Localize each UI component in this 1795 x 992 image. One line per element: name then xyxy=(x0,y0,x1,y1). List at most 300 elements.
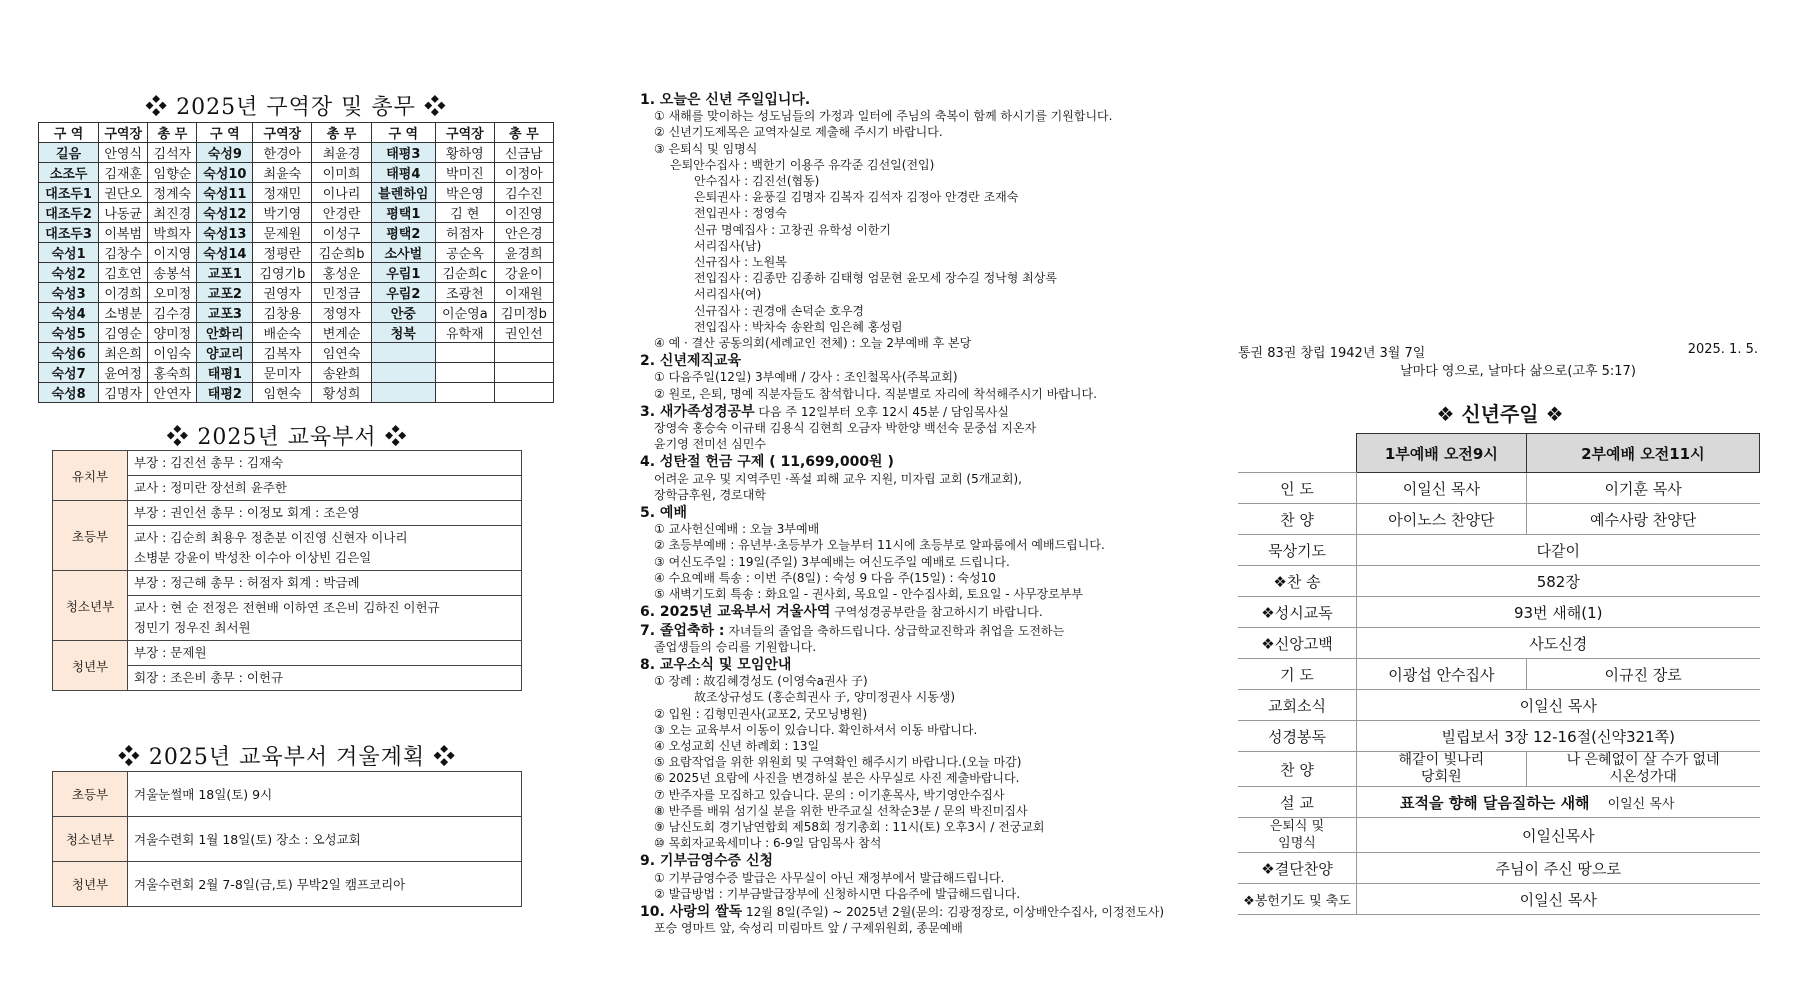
district-name-cell: 숙성2 xyxy=(39,263,99,283)
district-row xyxy=(39,183,554,203)
district-person-cell: 정영자 xyxy=(312,303,371,323)
district-header-cell: 구역장 xyxy=(99,123,148,143)
district-name-cell: 숙성12 xyxy=(197,203,253,223)
district-name-cell: 태평1 xyxy=(197,363,253,383)
volume-info: 통권 83권 창립 1942년 3월 7일 xyxy=(1238,346,1426,361)
district-person-cell: 이정아 xyxy=(494,163,553,183)
district-person-cell: 황성희 xyxy=(312,383,371,403)
edu-line: 부장 : 권인선 총무 : 이정모 회계 : 조은영 xyxy=(134,505,360,520)
notice-line: 장학금후원, 경로대학 xyxy=(654,487,766,502)
district-person-cell: 민정금 xyxy=(312,283,371,303)
notice-line: ① 다음주일(12일) 3부예배 / 강사 : 조인철목사(주복교회) xyxy=(654,370,958,385)
worship-role: 은퇴식 및 임명식 xyxy=(1238,818,1357,853)
district-person-cell: 임향순 xyxy=(148,163,197,183)
notice-heading xyxy=(640,92,1180,108)
district-person-cell xyxy=(435,343,494,363)
district-name-cell: 태평4 xyxy=(371,163,435,183)
district-person-cell: 이경희 xyxy=(99,283,148,303)
worship-row xyxy=(1238,721,1760,752)
worship-role: 인 도 xyxy=(1238,473,1357,504)
district-header-cell: 구 역 xyxy=(197,123,253,143)
notice-heading xyxy=(640,454,1180,470)
notice-line: ③ 오는 교육부서 이동이 있습니다. 확인하셔서 이동 바랍니다. xyxy=(654,722,978,737)
district-person-cell: 김순희c xyxy=(435,263,494,283)
winter-row xyxy=(53,817,522,862)
notice-heading-text: 7. 졸업축하 : xyxy=(640,622,725,639)
district-person-cell: 김 현 xyxy=(435,203,494,223)
edu-table xyxy=(52,450,522,691)
worship-value: 사도신경 xyxy=(1357,628,1760,659)
notice-heading xyxy=(640,404,1180,420)
edu-row xyxy=(53,451,522,476)
district-name-cell: 소사벌 xyxy=(371,243,435,263)
district-person-cell: 양미정 xyxy=(148,323,197,343)
notice-line: ⑤ 요람작업을 위한 위원회 및 구역확인 해주시기 바랍니다.(오늘 마감) xyxy=(654,755,1022,770)
district-person-cell xyxy=(435,363,494,383)
district-row xyxy=(39,343,554,363)
notice-line: ④ 예 · 결산 공동의회(세례교인 전체) : 오늘 2부예배 후 본당 xyxy=(654,336,972,351)
district-name-cell: 숙성4 xyxy=(39,303,99,323)
district-name-cell: 숙성5 xyxy=(39,323,99,343)
district-person-cell: 변계순 xyxy=(312,323,371,343)
district-header-cell: 총 무 xyxy=(148,123,197,143)
district-person-cell: 나동균 xyxy=(99,203,148,223)
worship-role: ❖찬 송 xyxy=(1238,566,1357,597)
district-person-cell: 윤여정 xyxy=(99,363,148,383)
worship-value: 582장 xyxy=(1357,566,1760,597)
district-person-cell: 조광천 xyxy=(435,283,494,303)
district-person-cell: 이진영 xyxy=(494,203,553,223)
district-person-cell: 박은영 xyxy=(435,183,494,203)
district-header-cell: 구 역 xyxy=(39,123,99,143)
district-person-cell: 이나리 xyxy=(312,183,371,203)
district-name-cell: 청북 xyxy=(371,323,435,343)
district-row xyxy=(39,163,554,183)
notices xyxy=(640,90,1180,936)
district-person-cell: 강윤이 xyxy=(494,263,553,283)
worship-role: 찬 양 xyxy=(1238,504,1357,535)
worship-role: 묵상기도 xyxy=(1238,535,1357,566)
district-person-cell: 송완희 xyxy=(312,363,371,383)
district-person-cell: 공순옥 xyxy=(435,243,494,263)
district-row xyxy=(39,303,554,323)
bulletin-header xyxy=(1238,342,1758,379)
district-name-cell: 평택2 xyxy=(371,223,435,243)
district-name-cell: 대조두3 xyxy=(39,223,99,243)
notice-line: ④ 수요예배 특송 : 이번 주(8일) : 숙성 9 다음 주(15일) : 숙성10 xyxy=(654,570,996,585)
edu-line: 교사 : 김순희 최용우 정춘분 이진영 신현자 이나리 xyxy=(134,530,408,545)
district-name-cell: 숙성3 xyxy=(39,283,99,303)
district-person-cell: 김영기b xyxy=(253,263,312,283)
district-person-cell: 허점자 xyxy=(435,223,494,243)
worship-second-service: 이기훈 목사 xyxy=(1526,473,1759,504)
winter-plan-cell: 겨울수련회 2월 7-8일(금,토) 무박2일 캠프코리아 xyxy=(128,862,522,907)
notice-heading-text: 10. 사랑의 쌀독 xyxy=(640,903,743,920)
district-person-cell: 권영자 xyxy=(253,283,312,303)
edu-dept-cell: 청소년부 xyxy=(53,571,128,641)
edu-line: 교사 : 정미란 장선희 윤주한 xyxy=(134,480,287,495)
district-row xyxy=(39,363,554,383)
worship-row xyxy=(1238,690,1760,721)
district-person-cell: 김영순 xyxy=(99,323,148,343)
winter-plan-cell: 겨울수련회 1월 18일(토) 장소 : 오성교회 xyxy=(128,817,522,862)
edu-line-cell xyxy=(128,501,522,526)
worship-value: 주님이 주신 땅으로 xyxy=(1357,853,1760,884)
district-person-cell: 배순숙 xyxy=(253,323,312,343)
worship-role: 교회소식 xyxy=(1238,690,1357,721)
edu-row xyxy=(53,571,522,596)
notice-heading xyxy=(640,623,1180,639)
edu-line: 부장 : 정근해 총무 : 허점자 회계 : 박금례 xyxy=(134,575,360,590)
notice-heading xyxy=(640,353,1180,369)
district-name-cell: 우림2 xyxy=(371,283,435,303)
district-name-cell: 대조두1 xyxy=(39,183,99,203)
edu-line-cell xyxy=(128,526,522,571)
district-person-cell: 문제원 xyxy=(253,223,312,243)
district-person-cell: 이재원 xyxy=(494,283,553,303)
worship-row xyxy=(1238,884,1760,915)
winter-row xyxy=(53,862,522,907)
district-header-cell: 총 무 xyxy=(312,123,371,143)
district-name-cell: 숙성10 xyxy=(197,163,253,183)
notice-line: ① 장례 : 故김혜경성도 (이영숙a권사 子) xyxy=(654,674,868,689)
winter-plan-cell: 겨울눈썰매 18일(토) 9시 xyxy=(128,772,522,817)
preacher: 이일신 목사 xyxy=(1607,796,1675,812)
winter-dept-cell: 청년부 xyxy=(53,862,128,907)
notice-line: ⑩ 목회자교육세미나 : 6-9일 담임목사 참석 xyxy=(654,836,882,851)
district-person-cell: 신금남 xyxy=(494,143,553,163)
edu-row xyxy=(53,641,522,666)
worship-second-service: 예수사랑 찬양단 xyxy=(1526,504,1759,535)
worship-first-service: 이광섭 안수집사 xyxy=(1357,659,1527,690)
notice-heading xyxy=(640,904,1180,920)
district-title: ❖ 2025년 구역장 및 총무 ❖ xyxy=(145,95,447,120)
district-header-cell: 구역장 xyxy=(253,123,312,143)
worship-role: 찬 양 xyxy=(1238,752,1357,787)
worship-first-service: 아이노스 찬양단 xyxy=(1357,504,1527,535)
district-person-cell: 최윤숙 xyxy=(253,163,312,183)
worship-role: 기 도 xyxy=(1238,659,1357,690)
district-person-cell: 안은경 xyxy=(494,223,553,243)
notice-line: 어려운 교우 및 지역주민 ·폭설 피해 교우 지원, 미자립 교회 (5개교회), xyxy=(654,471,1022,486)
district-person-cell: 정평란 xyxy=(253,243,312,263)
district-name-cell xyxy=(371,383,435,403)
worship-row xyxy=(1238,659,1760,690)
notice-heading xyxy=(640,604,1180,620)
district-table xyxy=(38,122,554,403)
edu-title: ❖ 2025년 교육부서 ❖ xyxy=(166,425,408,450)
notice-line: ① 새해를 맞이하는 성도님들의 가정과 일터에 주님의 축복이 함께 하시기를 기원합니다. xyxy=(654,109,1113,124)
notice-line: 故조상규성도 (홍순희권사 子, 양미정권사 시동생) xyxy=(694,690,956,705)
district-name-cell: 대조두2 xyxy=(39,203,99,223)
worship-role: ❖신앙고백 xyxy=(1238,628,1357,659)
edu-line: 정민기 정우진 최서원 xyxy=(134,620,251,635)
district-person-cell: 최진경 xyxy=(148,203,197,223)
notice-heading-text: 6. 2025년 교육부서 겨울사역 xyxy=(640,604,831,621)
district-person-cell: 김순희b xyxy=(312,243,371,263)
worship-row xyxy=(1238,473,1760,504)
notice-line: ⑦ 반주자를 모집하고 있습니다. 문의 : 이기훈목사, 박기영안수집사 xyxy=(654,787,1005,802)
district-person-cell: 김수진 xyxy=(494,183,553,203)
worship-second-service: 이규진 장로 xyxy=(1526,659,1759,690)
district-person-cell: 박기영 xyxy=(253,203,312,223)
district-name-cell: 교포1 xyxy=(197,263,253,283)
district-row xyxy=(39,203,554,223)
district-name-cell xyxy=(371,363,435,383)
district-person-cell: 김복자 xyxy=(253,343,312,363)
district-person-cell: 이미희 xyxy=(312,163,371,183)
worship-row xyxy=(1238,566,1760,597)
district-name-cell: 길음 xyxy=(39,143,99,163)
district-person-cell: 안경란 xyxy=(312,203,371,223)
district-person-cell: 최윤경 xyxy=(312,143,371,163)
notice-line: ③ 여신도주일 : 19일(주일) 3부예배는 여신도주일 예배로 드립니다. xyxy=(654,554,1010,569)
notice-line: 전입집사 : 박차숙 송완희 임은혜 홍성림 xyxy=(694,319,903,334)
worship-value: 빌립보서 3장 12-16절(신약321쪽) xyxy=(1357,721,1760,752)
winter-dept-cell: 청소년부 xyxy=(53,817,128,862)
edu-dept-cell: 유치부 xyxy=(53,451,128,501)
district-person-cell: 안연자 xyxy=(148,383,197,403)
district-name-cell: 태평3 xyxy=(371,143,435,163)
notice-line: 졸업생들의 승리를 기원합니다. xyxy=(654,639,817,654)
district-name-cell: 숙성14 xyxy=(197,243,253,263)
district-person-cell: 안영식 xyxy=(99,143,148,163)
notice-line: 전입집사 : 김종만 김종하 김태형 엄문현 윤모세 장수길 정낙형 최상록 xyxy=(694,271,1057,286)
notice-heading-tail: 구역성경공부란을 참고하시기 바랍니다. xyxy=(830,605,1043,620)
notice-line: ② 신년기도제목은 교역자실로 제출해 주시기 바랍니다. xyxy=(654,125,943,140)
district-person-cell: 정계숙 xyxy=(148,183,197,203)
district-person-cell: 문미자 xyxy=(253,363,312,383)
worship-role: ❖봉헌기도 및 축도 xyxy=(1238,884,1357,915)
notice-heading-text: 2. 신년제직교육 xyxy=(640,353,742,370)
worship-role: ❖성시교독 xyxy=(1238,597,1357,628)
notice-line: 윤기영 전미선 심민수 xyxy=(654,437,766,452)
notice-line: ① 교사헌신예배 : 오늘 3부예배 xyxy=(654,522,820,537)
district-person-cell: 유학재 xyxy=(435,323,494,343)
notice-line: 서리집사(남) xyxy=(694,238,762,253)
notice-heading-text: 4. 성탄절 헌금 구제 ( 11,699,000원 ) xyxy=(640,454,894,471)
district-name-cell: 안화리 xyxy=(197,323,253,343)
notice-heading-text: 5. 예배 xyxy=(640,505,687,522)
district-person-cell: 김미정b xyxy=(494,303,553,323)
worship-value: 이일신 목사 xyxy=(1357,884,1760,915)
worship-row xyxy=(1238,504,1760,535)
district-name-cell: 숙성1 xyxy=(39,243,99,263)
district-person-cell: 홍숙희 xyxy=(148,363,197,383)
edu-line-cell xyxy=(128,451,522,476)
district-person-cell: 황하영 xyxy=(435,143,494,163)
district-name-cell: 숙성13 xyxy=(197,223,253,243)
worship-row xyxy=(1238,787,1760,818)
notice-heading-tail: 다음 주 12일부터 오후 12시 45분 / 담임목사실 xyxy=(754,404,1009,419)
worship-value: 이일신 목사 xyxy=(1357,690,1760,721)
district-name-cell: 교포3 xyxy=(197,303,253,323)
worship-first-service: 해같이 빛나리 당회원 xyxy=(1357,752,1527,787)
motto: 날마다 영으로, 날마다 삶으로(고후 5:17) xyxy=(1400,364,1636,379)
notice-line: ② 입원 : 김형민권사(교포2, 굿모닝병원) xyxy=(654,706,868,721)
district-name-cell: 안중 xyxy=(371,303,435,323)
district-person-cell: 박희자 xyxy=(148,223,197,243)
notice-line: ④ 오성교회 신년 하례회 : 13일 xyxy=(654,738,820,753)
district-person-cell: 송봉석 xyxy=(148,263,197,283)
worship-role: 설 교 xyxy=(1238,787,1357,818)
notice-heading xyxy=(640,505,1180,521)
district-row xyxy=(39,383,554,403)
notice-line: 안수집사 : 김진선(협동) xyxy=(694,174,820,189)
district-person-cell: 홍성운 xyxy=(312,263,371,283)
notice-heading-text: 1. 오늘은 신년 주일입니다. xyxy=(640,92,811,108)
district-name-cell: 숙성6 xyxy=(39,343,99,363)
district-name-cell: 양교리 xyxy=(197,343,253,363)
worship-row xyxy=(1238,818,1760,853)
worship-row xyxy=(1238,853,1760,884)
district-person-cell: 박미진 xyxy=(435,163,494,183)
notice-line: 은퇴권사 : 윤풍길 김명자 김복자 김석자 김정아 안경란 조재숙 xyxy=(694,190,1019,205)
district-person-cell: 한경아 xyxy=(253,143,312,163)
notice-line: ⑧ 반주를 배워 섬기실 분을 위한 반주교실 선착순3분 / 문의 박진미집사 xyxy=(654,803,1028,818)
worship-role: ❖결단찬양 xyxy=(1238,853,1357,884)
edu-dept-cell: 청년부 xyxy=(53,641,128,691)
district-name-cell: 블렌하임 xyxy=(371,183,435,203)
notice-line: ② 원로, 은퇴, 명예 직분자들도 참석합니다. 직분별로 자리에 착석해주시기 바랍니다. xyxy=(654,386,1097,401)
edu-line: 교사 : 현 순 전정은 전현배 이하연 조은비 김하진 이헌규 xyxy=(134,600,440,615)
notice-line: ⑨ 남신도회 경기남연합회 제58회 정기총회 : 11시(토) 오후3시 / 전궁교회 xyxy=(654,819,1045,834)
district-header-cell: 총 무 xyxy=(494,123,553,143)
worship-first-service: 이일신 목사 xyxy=(1357,473,1527,504)
bulletin-date: 2025. 1. 5. xyxy=(1687,342,1758,357)
worship-title: ❖ 신년주일 ❖ xyxy=(1436,402,1564,426)
sermon-cell xyxy=(1357,787,1760,818)
district-header-cell: 구 역 xyxy=(371,123,435,143)
district-person-cell: 정재민 xyxy=(253,183,312,203)
district-row xyxy=(39,243,554,263)
district-person-cell: 김명자 xyxy=(99,383,148,403)
district-name-cell: 숙성9 xyxy=(197,143,253,163)
district-person-cell: 윤경희 xyxy=(494,243,553,263)
district-row xyxy=(39,323,554,343)
worship-value: 다같이 xyxy=(1357,535,1760,566)
notice-heading-text: 8. 교우소식 및 모임안내 xyxy=(640,656,792,673)
district-person-cell: 이임숙 xyxy=(148,343,197,363)
notice-line: 포승 영마트 앞, 숙성리 미림마트 앞 / 구제위원회, 종문예배 xyxy=(654,921,963,936)
district-header-row xyxy=(39,123,554,143)
district-name-cell: 숙성7 xyxy=(39,363,99,383)
district-person-cell: 김창수 xyxy=(99,243,148,263)
district-person-cell: 이순영a xyxy=(435,303,494,323)
notice-line: ② 초등부예배 : 유년부·초등부가 오늘부터 11시에 초등부로 알파룸에서 예배드립니다. xyxy=(654,538,1105,553)
worship-row xyxy=(1238,628,1760,659)
district-name-cell: 소조두 xyxy=(39,163,99,183)
notice-heading-text: 3. 새가족성경공부 xyxy=(640,403,755,420)
edu-line-cell xyxy=(128,641,522,666)
worship-second-service: 나 은혜없이 살 수가 없네 시온성가대 xyxy=(1526,752,1759,787)
worship-order-table xyxy=(1238,433,1760,915)
notice-line: 은퇴안수집사 : 백한기 이용주 유각준 김선일(전입) xyxy=(670,157,935,172)
district-person-cell: 임연숙 xyxy=(312,343,371,363)
winter-dept-cell: 초등부 xyxy=(53,772,128,817)
notice-heading xyxy=(640,657,1180,673)
edu-row xyxy=(53,501,522,526)
district-person-cell: 최은희 xyxy=(99,343,148,363)
district-person-cell: 김호연 xyxy=(99,263,148,283)
edu-line: 소병분 강윤이 박성찬 이수아 이상빈 김은일 xyxy=(134,550,372,565)
district-person-cell: 소병분 xyxy=(99,303,148,323)
district-person-cell: 오미정 xyxy=(148,283,197,303)
notice-line: 신규 명예집사 : 고창권 유학성 이한기 xyxy=(694,222,891,237)
first-service-header: 1부예배 오전9시 xyxy=(1357,434,1527,473)
notice-line: 신규집사 : 권경애 손덕순 호우경 xyxy=(694,303,864,318)
district-row xyxy=(39,283,554,303)
district-person-cell: 김수경 xyxy=(148,303,197,323)
district-person-cell: 이지영 xyxy=(148,243,197,263)
district-row xyxy=(39,263,554,283)
notice-line: ⑤ 새벽기도회 특송 : 화요일 - 권사회, 목요일 - 안수집사회, 토요일 - 사무장로부부 xyxy=(654,587,1083,602)
worship-row xyxy=(1238,535,1760,566)
district-person-cell: 이복범 xyxy=(99,223,148,243)
edu-line-cell xyxy=(128,596,522,641)
winter-row xyxy=(53,772,522,817)
district-person-cell: 김창용 xyxy=(253,303,312,323)
notice-line: ① 기부금영수증 발급은 사무실이 아닌 재정부에서 발급해드립니다. xyxy=(654,870,1005,885)
district-row xyxy=(39,143,554,163)
district-person-cell: 권단오 xyxy=(99,183,148,203)
district-name-cell: 평택1 xyxy=(371,203,435,223)
district-person-cell: 김재훈 xyxy=(99,163,148,183)
notice-heading xyxy=(640,853,1180,869)
notice-line: 전입권사 : 정영숙 xyxy=(694,206,787,221)
notice-heading-tail: 12월 8일(주일) ~ 2025년 2월(문의: 김광정장로, 이상배안수집사, 이정전도사) xyxy=(742,904,1165,919)
district-person-cell xyxy=(494,343,553,363)
district-name-cell: 우림1 xyxy=(371,263,435,283)
winter-title: ❖ 2025년 교육부서 겨울계획 ❖ xyxy=(117,745,457,770)
district-person-cell: 권인선 xyxy=(494,323,553,343)
district-person-cell xyxy=(494,383,553,403)
notice-line: 신규집사 : 노원복 xyxy=(694,255,787,270)
notice-line: 장영숙 홍승숙 이규태 김용식 김현희 오금자 박한양 백선숙 문중섭 지온자 xyxy=(654,421,1037,436)
notice-line: 서리집사(여) xyxy=(694,287,762,302)
notice-line: ③ 은퇴식 및 임명식 xyxy=(654,141,758,156)
district-person-cell: 임현숙 xyxy=(253,383,312,403)
district-person-cell xyxy=(494,363,553,383)
district-name-cell: 숙성8 xyxy=(39,383,99,403)
district-header-cell: 구역장 xyxy=(435,123,494,143)
edu-dept-cell: 초등부 xyxy=(53,501,128,571)
worship-row xyxy=(1238,752,1760,787)
winter-table xyxy=(52,771,522,907)
edu-line-cell xyxy=(128,571,522,596)
district-name-cell: 교포2 xyxy=(197,283,253,303)
edu-line: 부장 : 김진선 총무 : 김재숙 xyxy=(134,455,284,470)
worship-value: 이일신목사 xyxy=(1357,818,1760,853)
notice-line: ② 발급방법 : 기부금발급장부에 신청하시면 다음주에 발급해드립니다. xyxy=(654,886,1021,901)
sermon-title: 표적을 향해 달음질하는 새해 xyxy=(1400,793,1590,812)
notice-heading-tail: 자녀들의 졸업을 축하드립니다. 상급학교진학과 취업을 도전하는 xyxy=(724,623,1065,638)
district-name-cell: 태평2 xyxy=(197,383,253,403)
notice-heading-text: 9. 기부금영수증 신청 xyxy=(640,853,773,870)
edu-line: 부장 : 문제원 xyxy=(134,645,207,660)
district-name-cell xyxy=(371,343,435,363)
district-name-cell: 숙성11 xyxy=(197,183,253,203)
worship-role: 성경봉독 xyxy=(1238,721,1357,752)
district-row xyxy=(39,223,554,243)
district-person-cell: 이성구 xyxy=(312,223,371,243)
worship-row xyxy=(1238,597,1760,628)
worship-header-row xyxy=(1238,434,1760,473)
worship-value: 93번 새해(1) xyxy=(1357,597,1760,628)
notice-line: ⑥ 2025년 요람에 사진을 변경하실 분은 사무실로 사진 제출바랍니다. xyxy=(654,771,1020,786)
district-person-cell: 김석자 xyxy=(148,143,197,163)
edu-line-cell xyxy=(128,666,522,691)
